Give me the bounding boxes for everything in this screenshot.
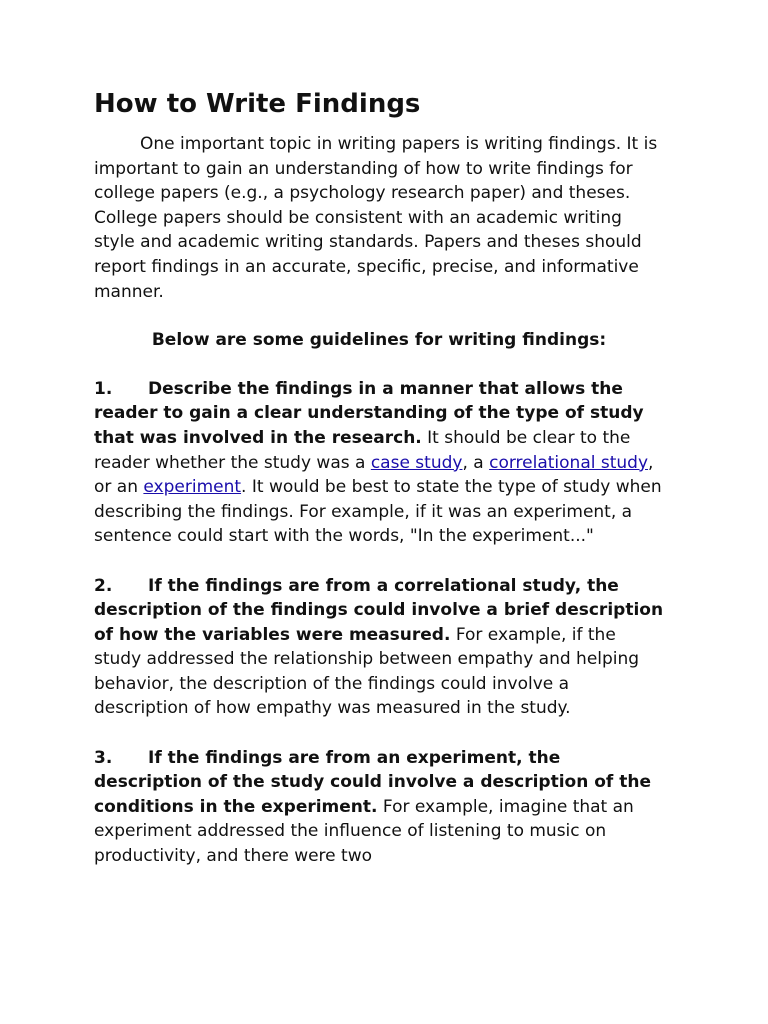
case-study-link[interactable]: case study — [370, 452, 463, 473]
guideline-item-3 — [94, 746, 664, 869]
item-number: 3. — [94, 747, 113, 768]
guideline-item-1 — [94, 377, 664, 549]
item-number: 2. — [94, 575, 113, 596]
document-page — [94, 84, 664, 893]
intro-paragraph: One important topic in writing papers is writing findings. It is important to gain an understanding of how to write findings for college papers (e.g., a psychology research paper) and theses. College papers should be consistent with an academic writing style and academic writing standards. Papers and theses should report findings in an accurate, specific, precise, and informative manner. — [94, 134, 658, 302]
item-text: For example, if the study addressed the relationship between empathy and helping behavior, the description of the findings could involve a description of how empathy was measured in the study. — [94, 624, 640, 719]
item-text: It should be clear to the reader whether the study was a — [94, 427, 631, 473]
item-text: , a — [462, 452, 490, 473]
item-text: For example, imagine that an experiment addressed the influence of listening to music on productivity, and there were two — [94, 796, 634, 867]
item-lead: If the findings are from a correlational study, the description of the findings could involve a brief description of how the variables were measured. — [94, 575, 664, 645]
item-lead: If the findings are from an experiment, the description of the study could involve a description of the conditions in the experiment. — [94, 747, 652, 817]
correlational-study-link[interactable]: correlational study — [489, 452, 649, 473]
guideline-item-2 — [94, 574, 664, 722]
item-text: , or an — [94, 452, 654, 498]
guidelines-heading: Below are some guidelines for writing findings: — [151, 330, 607, 351]
item-lead: Describe the findings in a manner that allows the reader to gain a clear understanding of the type of study that was involved in the research. — [94, 378, 644, 448]
experiment-link[interactable]: experiment — [143, 477, 242, 498]
page-title: How to Write Findings — [94, 89, 421, 119]
item-text: . It would be best to state the type of study when describing the findings. For example, if it was an experiment, a sentence could start with the words, "In the experiment..." — [94, 477, 662, 547]
item-number: 1. — [94, 378, 113, 399]
